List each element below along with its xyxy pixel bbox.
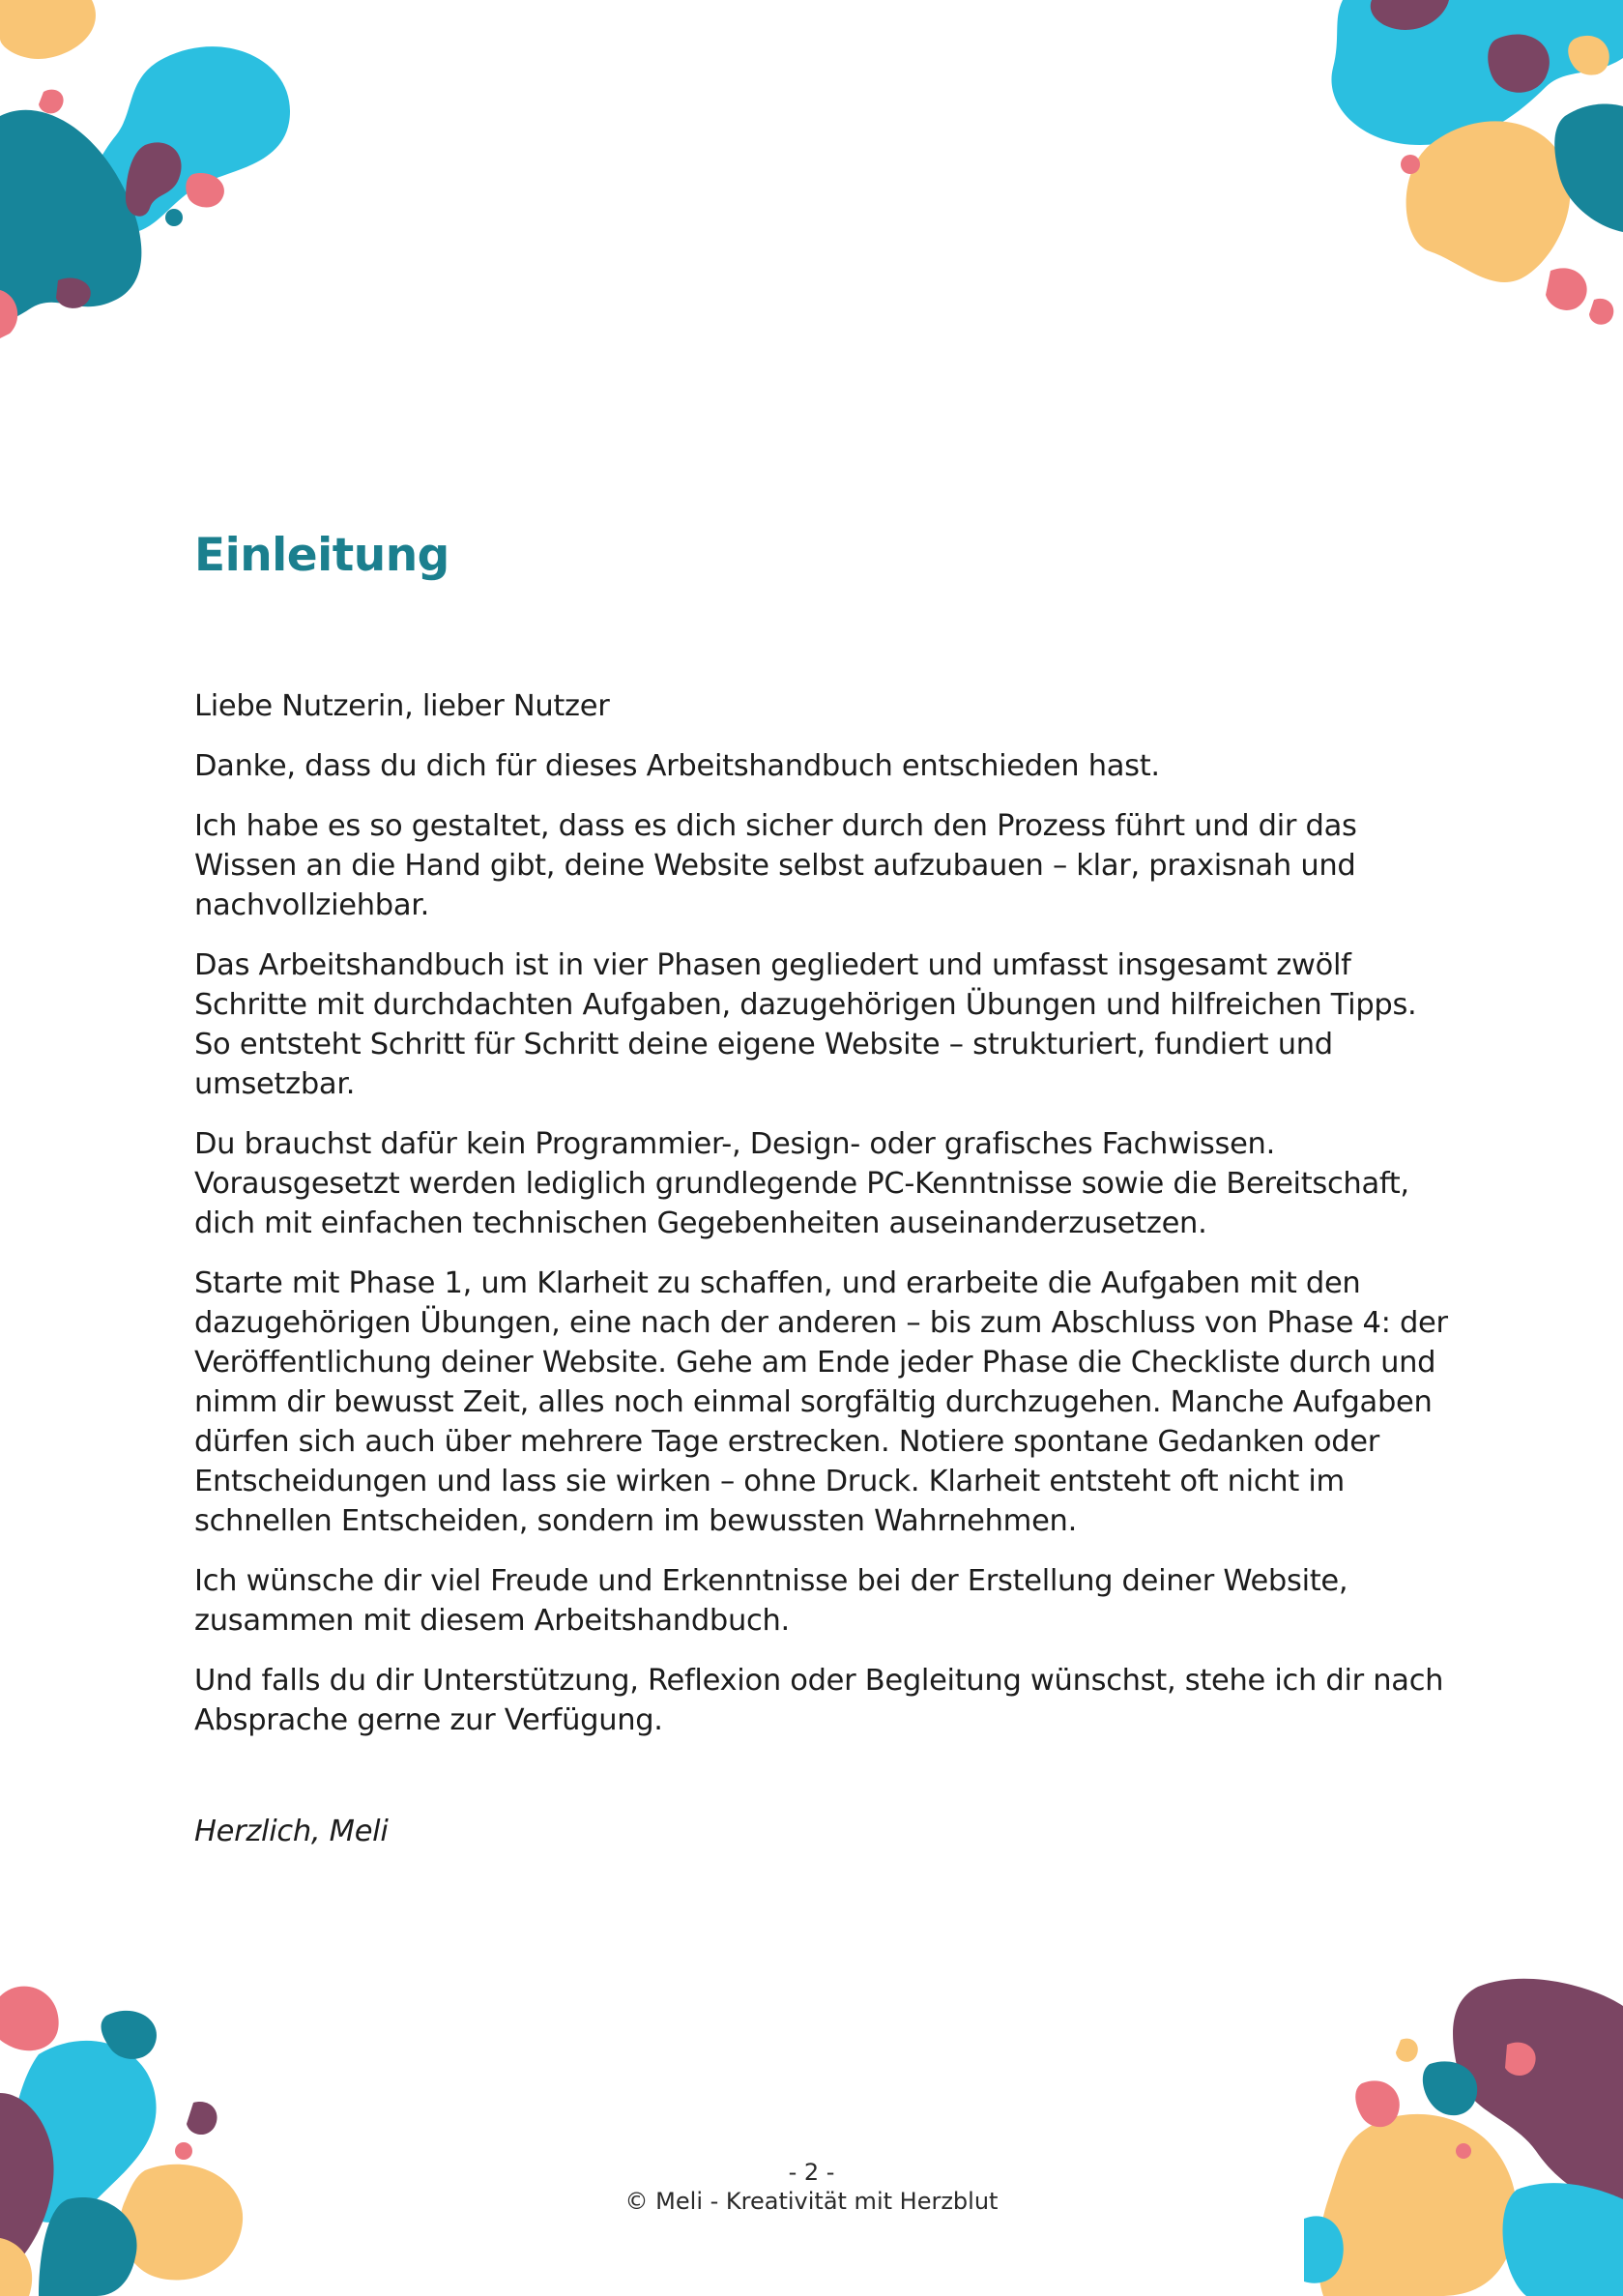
page-title: Einleitung: [194, 529, 449, 582]
decorative-corner-bottom-right: [1304, 1948, 1623, 2296]
blob-decoration-icon: [0, 0, 319, 348]
copyright-notice: © Meli - Kreativität mit Herzblut: [624, 2188, 999, 2215]
wishes-paragraph: Ich wünsche dir viel Freude und Erkenntnisse bei der Erstellung deiner Website, zusammen mit diesem Arbeitshandbuch.: [194, 1564, 1348, 1638]
instructions-paragraph: Starte mit Phase 1, um Klarheit zu schaffen, und erarbeite die Aufgaben mit den dazugehörigen Übungen, eine nach der anderen – bis zum Abschluss von Phase 4: der Veröffentlichung deiner Website. Gehe am Ende jeder Phase die Checkliste durch und nimm dir bewusst Zeit, alles noch einmal sorgfältig durchzugehen. Manche Aufgaben dürfen sich auch über mehrere Tage erstrecken. Notiere spontane Gedanken oder Entscheidungen und lass sie wirken – ohne Druck. Klarheit entsteht oft nicht im schnellen Entscheiden, sondern im bewussten Wahrnehmen.: [194, 1266, 1448, 1538]
greeting-paragraph: Liebe Nutzerin, lieber Nutzer: [194, 689, 610, 723]
decorative-corner-top-left: [0, 0, 319, 348]
thanks-paragraph: Danke, dass du dich für dieses Arbeitshandbuch entschieden hast.: [194, 749, 1160, 783]
blob-decoration-icon: [0, 1948, 319, 2296]
structure-paragraph: Das Arbeitshandbuch ist in vier Phasen gegliedert und umfasst insgesamt zwölf Schritte mit durchdachten Aufgaben, dazugehörigen Übungen und hilfreichen Tipps. So entsteht Schritt für Schritt deine eigene Website – strukturiert, fundiert und umsetzbar.: [194, 948, 1417, 1101]
decorative-corner-top-right: [1304, 0, 1623, 348]
support-paragraph: Und falls du dir Unterstützung, Reflexion oder Begleitung wünschst, stehe ich dir nach Absprache gerne zur Verfügung.: [194, 1664, 1444, 1737]
document-body: [194, 522, 1451, 1851]
page-number: - 2 -: [788, 2159, 835, 2186]
decorative-corner-bottom-left: [0, 1948, 319, 2296]
signature: Herzlich, Meli: [194, 1815, 389, 1848]
intro-text: [194, 686, 1451, 1740]
requirements-paragraph: Du brauchst dafür kein Programmier-, Design- oder grafisches Fachwissen. Vorausgesetzt werden lediglich grundlegende PC-Kenntnisse sowie die Bereitschaft, dich mit einfachen technischen Gegebenheiten auseinanderzusetzen.: [194, 1127, 1409, 1240]
blob-decoration-icon: [1304, 1948, 1623, 2296]
page-footer: [0, 2158, 1623, 2216]
blob-decoration-icon: [1304, 0, 1623, 348]
purpose-paragraph: Ich habe es so gestaltet, dass es dich sicher durch den Prozess führt und dir das Wissen an die Hand gibt, deine Website selbst aufzubauen – klar, praxisnah und nachvollziehbar.: [194, 809, 1357, 922]
